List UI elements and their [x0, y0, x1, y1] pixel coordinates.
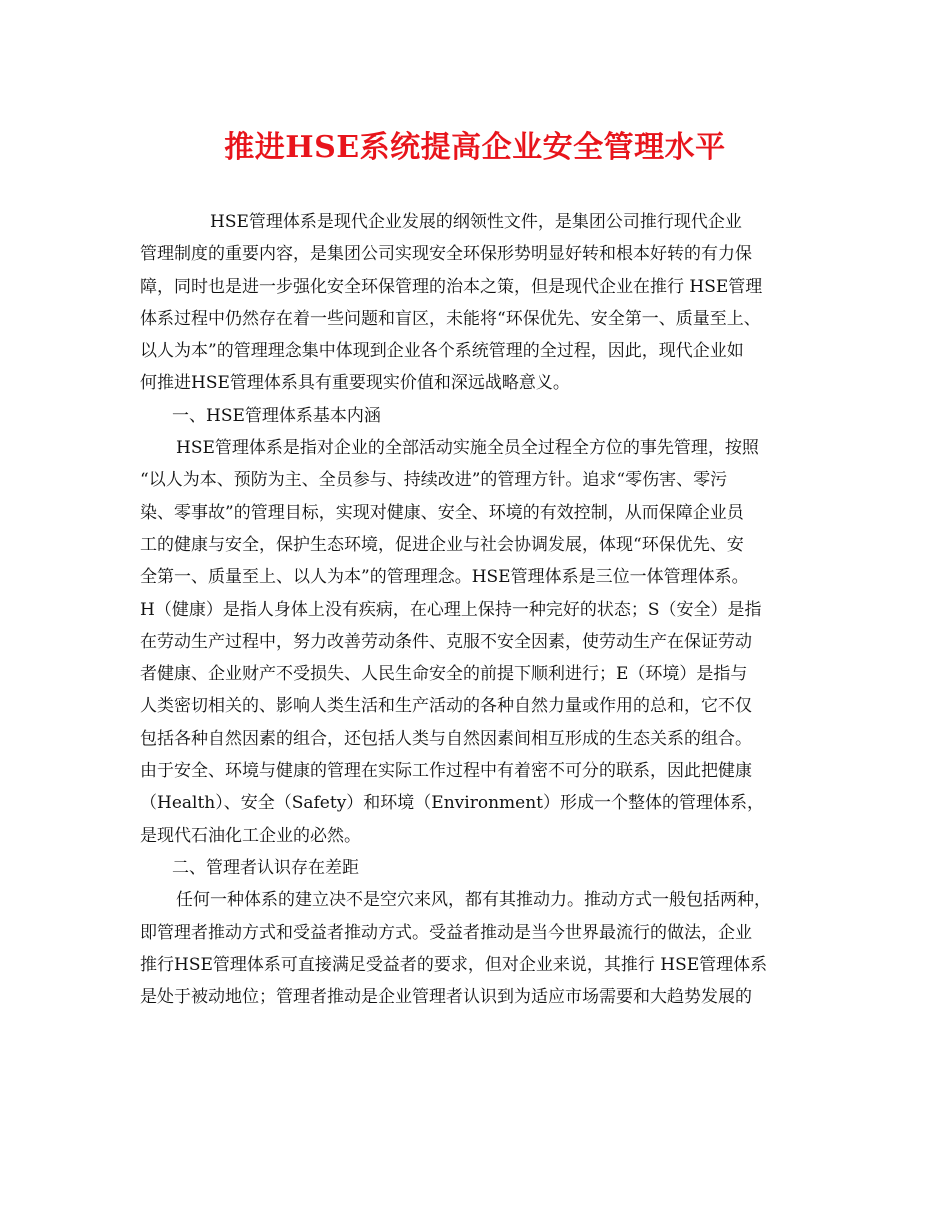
paragraph-line: 体系过程中仍然存在着一些问题和盲区，未能将“环保优先、安全第一、质量至上、 — [140, 308, 761, 329]
paragraph-line: 包括各种自然因素的组合，还包括人类与自然因素间相互形成的生态关系的组合。 — [140, 728, 752, 749]
document-title: 推进HSE系统提高企业安全管理水平 — [224, 130, 726, 165]
section-heading: 二、管理者认识存在差距 — [172, 857, 359, 878]
paragraph-line: “以人为本、预防为主、全员参与、持续改进”的管理方针。追求“零伤害、零污 — [140, 470, 728, 491]
paragraph-line: 在劳动生产过程中，努力改善劳动条件、克服不安全因素，使劳动生产在保证劳动 — [140, 631, 752, 652]
paragraph-line: 是处于被动地位；管理者推动是企业管理者认识到为适应市场需要和大趋势发展的 — [140, 987, 752, 1008]
document-body — [140, 206, 820, 1013]
paragraph-line: H（健康）是指人身体上没有疾病，在心理上保持一种完好的状态；S（安全）是指 — [140, 599, 762, 620]
paragraph-line: 障，同时也是进一步强化安全环保管理的治本之策，但是现代企业在推行 HSE管理 — [140, 276, 763, 297]
paragraph-line: 人类密切相关的、影响人类生活和生产活动的各种自然力量或作用的总和，它不仅 — [140, 696, 752, 717]
paragraph-line: 全第一、质量至上、以人为本”的管理理念。HSE管理体系是三位一体管理体系。 — [140, 567, 749, 588]
section-heading: 一、HSE管理体系基本内涵 — [172, 405, 381, 426]
paragraph-line: HSE管理体系是指对企业的全部活动实施全员全过程全方位的事先管理，按照 — [176, 438, 759, 459]
paragraph-line: 染、零事故”的管理目标，实现对健康、安全、环境的有效控制，从而保障企业员 — [140, 502, 744, 523]
paragraph-line: 以人为本”的管理理念集中体现到企业各个系统管理的全过程，因此，现代企业如 — [140, 341, 744, 362]
paragraph-line: 何推进HSE管理体系具有重要现实价值和深远战略意义。 — [140, 373, 570, 394]
paragraph-line: 管理制度的重要内容，是集团公司实现安全环保形势明显好转和根本好转的有力保 — [140, 244, 752, 265]
paragraph-line: （Health）、安全（Safety）和环境（Environment）形成一个整体的管理体系， — [140, 793, 764, 814]
paragraph-line: HSE管理体系是现代企业发展的纲领性文件，是集团公司推行现代企业 — [210, 212, 742, 232]
paragraph-line: 任何一种体系的建立决不是空穴来风，都有其推动力。推动方式一般包括两种， — [176, 890, 771, 911]
paragraph-line: 由于安全、环境与健康的管理在实际工作过程中有着密不可分的联系，因此把健康 — [140, 761, 752, 782]
paragraph-line: 是现代石油化工企业的必然。 — [140, 825, 361, 846]
paragraph-line: 即管理者推动方式和受益者推动方式。受益者推动是当今世界最流行的做法，企业 — [140, 922, 752, 943]
paragraph-line: 工的健康与安全，保护生态环境，促进企业与社会协调发展，体现“环保优先、安 — [140, 534, 744, 555]
paragraph-line: 推行HSE管理体系可直接满足受益者的要求，但对企业来说，其推行 HSE管理体系 — [140, 954, 768, 975]
paragraph-line: 者健康、企业财产不受损失、人民生命安全的前提下顺利进行；E（环境）是指与 — [140, 664, 748, 685]
